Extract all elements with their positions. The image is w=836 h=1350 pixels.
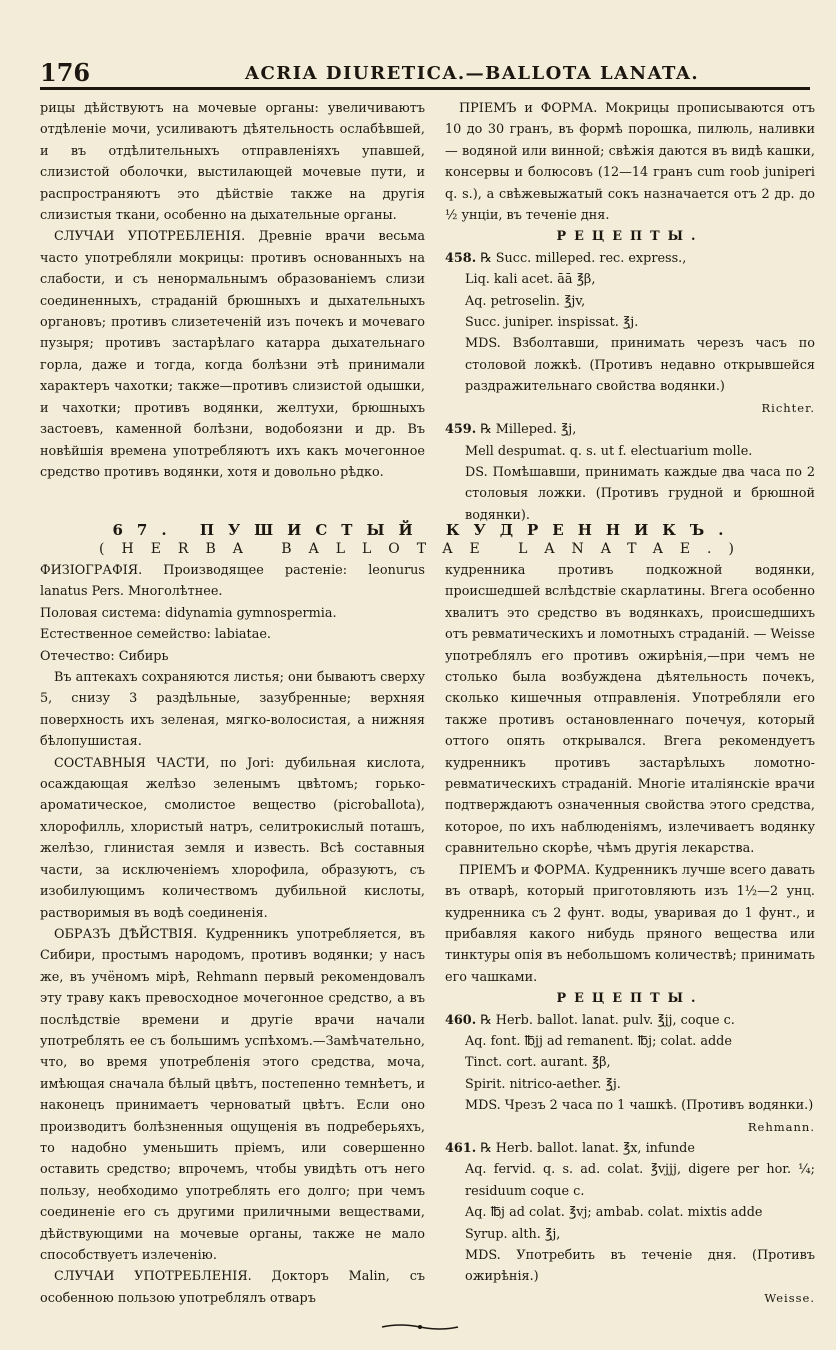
recipe-number: 459. xyxy=(445,422,477,438)
recipe-line: MDS. Взболтавши, принимать черезъ часъ по столовой ложкѣ. (Противъ недавно открывшейся раздражительнаго свойства водянки.) xyxy=(465,336,815,395)
paragraph: СОСТАВНЫЯ ЧАСТИ, по Jori: дубильная кислота, осаждающая желѣзо зеленымъ цвѣтомъ; горько-ароматическое, смолистое вещество (picroballota), хлорофилль, хлористый натръ, селитрокислый поташъ, желѣзо, глинистая земля и известь. Всѣ составныя части, за исключеніемъ хлорофила, образуютъ, съ изобилующимъ количествомъ дубильной кислоты, растворимыя въ водѣ соединенія. xyxy=(40,755,425,921)
paragraph: ПРІЕМЪ и ФОРМА. Мокрицы прописываются отъ 10 до 30 гранъ, въ формѣ порошка, пилюль, наливки — водяной или винной; свѣжія даются въ видѣ кашки, консервы и болюсовъ (12—14 гранъ cum roob juniperi q. s.), а свѣжевыжатый сокъ назначается отъ 2 др. до ½ унціи, въ теченіе дня. xyxy=(445,101,815,224)
recipe-459 xyxy=(445,419,815,526)
section-title: 67. ПУШИСТЫЙ КУДРЕННИКЪ. xyxy=(112,521,738,539)
recipe-458 xyxy=(445,248,815,419)
left-column-top xyxy=(40,98,425,508)
paragraph: Естественное семейство: labiatae. xyxy=(40,627,271,643)
recipes-heading: РЕЦЕПТЫ. xyxy=(556,991,704,1007)
paragraph: кудренника противъ подкожной водянки, происшедшей вслѣдствіе скарлатины. Вгега особенно хвалитъ это средство въ водянкахъ, происшедшихъ отъ ревматическихъ и ломотныхъ страданій. — Weisse употреблялъ его противъ ожирѣнія,—при чемъ не столько была возбуждена дѣятельность почекъ, сколько кишечныя отправленія. Употребляли его также противъ остановленнаго почечуя, который оттого опять открывался. Вгега рекомендуетъ кудренникъ противъ застарѣлыхъ ломотно-ревматическихъ страданій. Многіе италіянскіе врачи подтверждаютъ означенныя свойства этого средства, которое, по ихъ наблюденіямъ, излечиваетъ водянку сравнительно скорѣе, чѣмъ другія лекарства. xyxy=(445,563,815,857)
paragraph: СЛУЧАИ УПОТРЕБЛЕНІЯ. Древніе врачи весьма часто употребляли мокрицы: противъ основанныхъ на слабости, и съ ненормальнымъ образованіемъ слизи соединенныхъ, страданій брюшныхъ и дыхательныхъ органовъ; противъ слизетеченій изъ почекъ и мочеваго пузыря; противъ застарѣлаго катарра дыхательнаго горла, даже и тогда, когда болѣзни этѣ принимали характеръ чахотки; также—противъ слизистой одышки, и чахотки; противъ водянки, желтухи, брюшныхъ застоевъ, каменной болѣзни, водобоязни и др. Въ новѣйшія времена употребляютъ ихъ какъ мочегонное средство противъ водянки, хотя и довольно рѣдко. xyxy=(40,229,425,480)
paragraph: Въ аптекахъ сохраняются листья; они бываютъ сверху 5, снизу 3 раздѣльные, зазубренные; верхняя поверхность ихъ зеленая, мягко-волосистая, а нижняя бѣлопушистая. xyxy=(40,670,425,750)
footer-ornament-icon xyxy=(380,1322,460,1332)
header-rule xyxy=(40,87,810,90)
recipe-line: Mell despumat. q. s. ut f. electuarium molle. xyxy=(465,443,753,459)
recipe-line: Syrup. alth. ℥j, xyxy=(465,1226,561,1242)
recipe-author: Richter. xyxy=(761,400,815,415)
recipe-number: 460. xyxy=(445,1012,477,1028)
recipes-heading: РЕЦЕПТЫ. xyxy=(556,229,704,245)
recipe-460 xyxy=(445,1010,815,1138)
recipe-line: MDS. Употребить въ теченіе дня. (Противъ ожирѣнія.) xyxy=(465,1248,815,1285)
recipe-author: Rehmann. xyxy=(747,1119,815,1134)
recipe-line: Aq. fervid. q. s. ad. colat. ℥vjjj, digere per hor. ¼; residuum coque c. xyxy=(465,1162,815,1199)
paragraph: Отечество: Сибирь xyxy=(40,648,169,664)
right-column-top xyxy=(445,98,815,523)
recipe-author: Weisse. xyxy=(764,1290,815,1305)
right-column-bottom xyxy=(445,560,815,1308)
paragraph: ПРІЕМЪ и ФОРМА. Кудренникъ лучше всего давать въ отварѣ, который приготовляють изъ 1½—2 унц. кудренника съ 2 фунт. воды, уваривая до 1 фунт., и прибавляя какого нибудь пряного вещества или тинктуры опія въ небольшомъ количествѣ; принимать его чашками. xyxy=(445,862,815,985)
recipe-line: Aq. font. ℔jj ad remanent. ℔j; colat. adde xyxy=(465,1033,732,1049)
recipe-line: ℞ Herb. ballot. lanat. ℥x, infunde xyxy=(480,1140,695,1156)
paragraph: рицы дѣйствуютъ на мочевые органы: увеличиваютъ отдѣленіе мочи, усиливаютъ дѣятельность ослабѣвшей, и въ отдѣлительныхъ отправленіяхъ упавшей, слизистой оболочки, выстилающей мочевые пути, и распространяютъ это дѣйствіе также на другія слизистыя ткани, особенно на дыхательные органы. xyxy=(40,101,425,224)
recipe-line: ℞ Herb. ballot. lanat. pulv. ℥jj, coque c. xyxy=(480,1012,735,1028)
recipe-number: 458. xyxy=(445,250,477,266)
recipe-line: Tinct. cort. aurant. ℥β, xyxy=(465,1055,611,1071)
page-header xyxy=(40,58,810,88)
paragraph: СЛУЧАИ УПОТРЕБЛЕНІЯ. Докторъ Malin, съ особенною пользою употреблялъ отваръ xyxy=(40,1269,425,1306)
paragraph: ОБРАЗЪ ДѢЙСТВІЯ. Кудренникъ употребляется, въ Сибири, простымъ народомъ, противъ водянки; у насъ же, въ учёномъ мірѣ, Rehmann первый рекомендовалъ эту траву какъ превосходное мочегонное средство, а въ послѣдствіе времени и другіе врачи начали употреблять ее съ большимъ успѣхомъ.—Замѣчательно, что, во время употребленія этого средства, моча, имѣющая сначала бѣлый цвѣтъ, постепенно темнѣетъ, и наконецъ принимаетъ черноватый цвѣтъ. Если оно производитъ болѣзненныя ощущенія въ подреберьяхъ, то надобно уменьшить пріемъ, или совершенно оставить средство; впрочемъ, чтобы увидѣть отъ него пользу, необходимо употреблять его долго; при чемъ соединеніе его съ другими приличными веществами, дѣйствующими на мочевые органы, также не мало способствуетъ излеченію. xyxy=(40,926,425,1263)
recipe-line: Aq. petroselin. ℥jv, xyxy=(465,293,586,309)
paragraph: Половая система: didynamia gymnospermia. xyxy=(40,605,337,621)
recipe-line: DS. Помѣшавши, принимать каждые два часа по 2 столовыя ложки. (Противъ грудной и брюшной водянки). xyxy=(465,464,815,523)
section-subtitle: (HERBA BALLOTAE LANATAE.) xyxy=(99,541,751,557)
recipe-461 xyxy=(445,1138,815,1309)
paragraph: ФИЗІОГРАФІЯ. Производящее растеніе: leonurus lanatus Pers. Многолѣтнее. xyxy=(40,563,425,600)
page-number: 176 xyxy=(40,58,91,87)
recipe-line: ℞ Succ. milleped. rec. express., xyxy=(480,250,687,266)
recipe-line: Succ. juniper. inspissat. ℥j. xyxy=(465,315,639,331)
running-title: ACRIA DIURETICA.—BALLOTA LANATA. xyxy=(245,63,700,84)
recipe-line: ℞ Milleped. ℥j, xyxy=(480,422,577,438)
recipe-line: Spirit. nitrico-aether. ℥j. xyxy=(465,1076,621,1092)
recipe-line: Liq. kali acet. āā ℥β, xyxy=(465,272,596,288)
left-column-bottom xyxy=(40,560,425,1308)
recipe-line: Aq. ℔j ad colat. ℥vj; ambab. colat. mixtis adde xyxy=(465,1205,763,1221)
recipe-number: 461. xyxy=(445,1140,477,1156)
recipe-line: MDS. Чрезъ 2 часа по 1 чашкѣ. (Противъ водянки.) xyxy=(465,1098,814,1114)
